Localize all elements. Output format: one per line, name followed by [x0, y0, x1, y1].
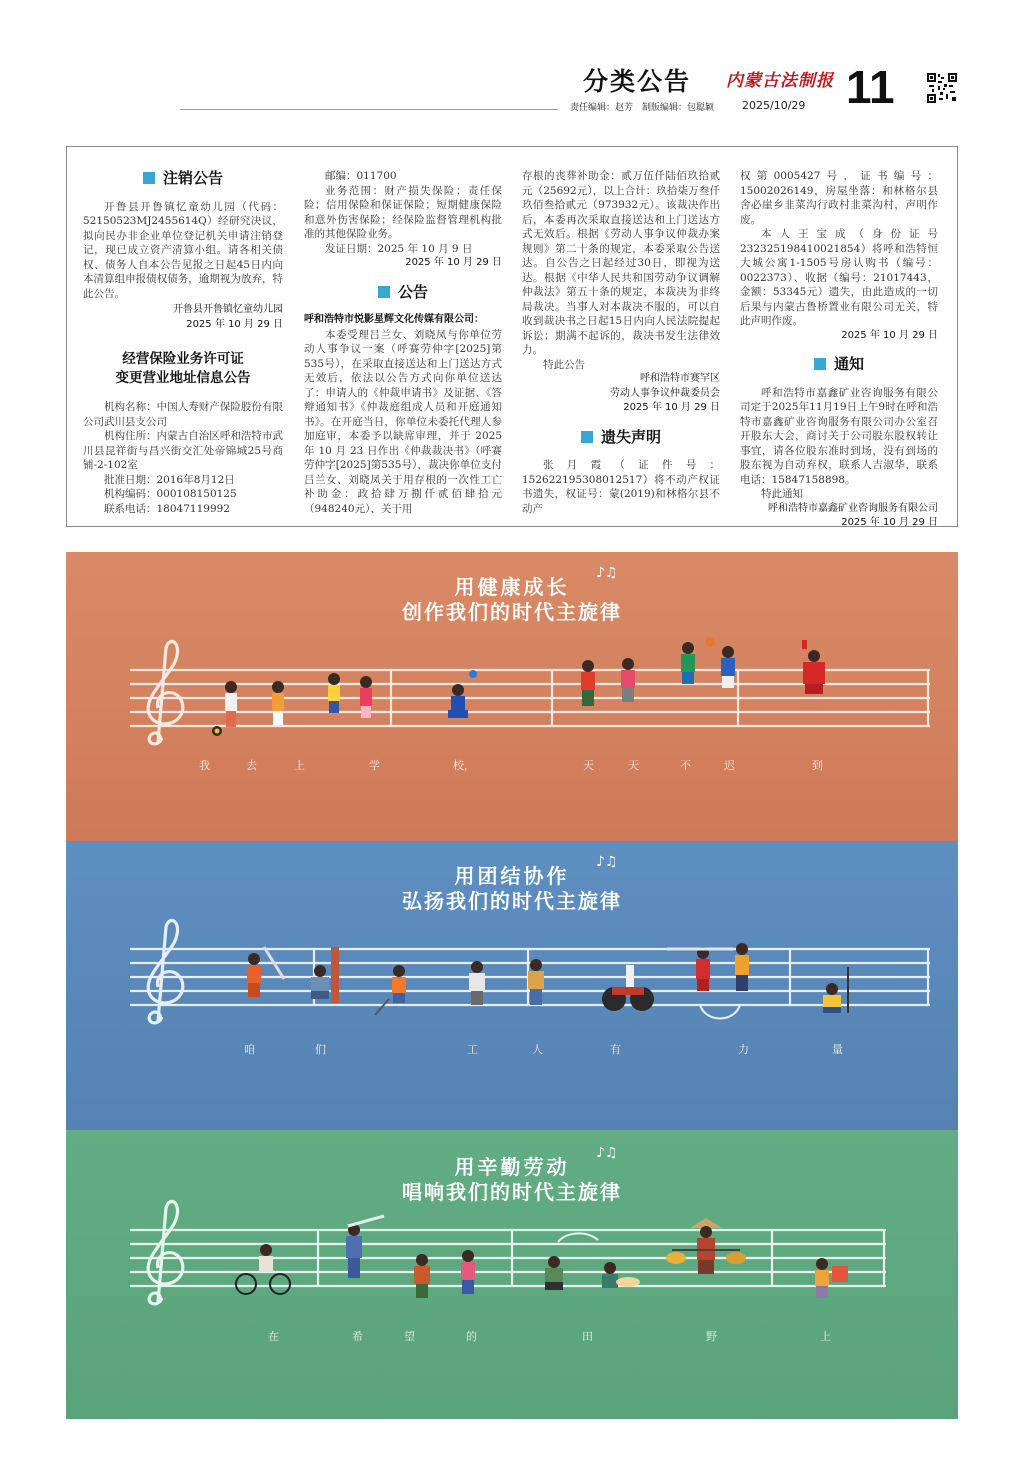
issue-date: 发证日期：2025 年 10 月 9 日 — [325, 242, 473, 255]
lyric-char: 望 — [404, 1330, 415, 1343]
business-scope: 业务范围：财产损失保险；责任保险；信用保险和保证保险；短期健康保险和意外伤害保险；经保险监督管理机构批准的其他保险业务。 — [304, 184, 502, 240]
signature-org: 劳动人事争议仲裁委员会 — [610, 387, 720, 399]
postcode: 邮编：011700 — [325, 170, 397, 182]
signature-date: 2025 年 10 月 29 日 — [841, 329, 938, 341]
square-marker-icon — [143, 172, 155, 184]
column-2 — [304, 169, 502, 516]
banner-title: 用团结协作 — [454, 864, 570, 888]
closing: 特此公告 — [543, 358, 585, 371]
lyric-char: 迟 — [724, 759, 735, 772]
square-marker-icon — [378, 286, 390, 298]
section-heading — [304, 282, 502, 301]
editors-line: 责任编辑：赵芳 制版编辑：包聪颖 — [570, 103, 715, 113]
info-item: 批准日期：2016年8月12日 — [104, 473, 235, 486]
signature-date: 2025 年 10 月 29 日 — [405, 257, 502, 268]
lyric-char: 我 — [199, 759, 210, 772]
lyric-char: 校， — [453, 759, 475, 772]
banner-health — [66, 552, 958, 841]
lyric-char: 人 — [532, 1043, 543, 1056]
treble-clef-icon — [148, 1201, 183, 1303]
square-marker-icon — [581, 431, 593, 443]
heading-text: 注销公告 — [162, 169, 223, 187]
lyric-char: 田 — [582, 1330, 593, 1343]
signature-date: 2025 年 10 月 29 日 — [186, 318, 283, 330]
lyric-char: 野 — [706, 1330, 717, 1343]
signature-date: 2025 年 10 月 29 日 — [623, 402, 720, 413]
banner-title: 用健康成长 — [454, 575, 570, 599]
page-number: 11 — [846, 61, 895, 113]
info-item: 机构编码：000108150125 — [104, 488, 237, 500]
closing: 特此通知 — [761, 488, 803, 500]
music-staff — [66, 1130, 958, 1419]
lyric-char: 力 — [738, 1043, 749, 1056]
lyric-char: 天 — [628, 759, 639, 772]
lyric-char: 咱 — [244, 1043, 255, 1056]
lyric-char: 有 — [610, 1043, 621, 1056]
article-title: 经营保险业务许可证 变更营业地址信息公告 — [115, 351, 251, 386]
signature-org: 呼和浩特市嘉鑫矿业咨询服务有限公司 — [768, 502, 938, 514]
music-staff — [66, 841, 958, 1130]
music-staff — [66, 552, 958, 841]
notice-body: 开鲁县开鲁镇忆童幼儿园（代码：52150523MJ2455614Q）经研究决议，拟向民办非企业单位登记机关申请注销登记，现已成立资产清算小组。请各相关债权、债务人自本公告见报之日起45日内向本清算组申报债权债务，逾期视为放弃，特此公告。 — [83, 200, 283, 300]
info-item: 联系电话：18047119992 — [104, 502, 230, 515]
lyric-char: 上 — [294, 759, 305, 772]
heading-text: 公告 — [397, 282, 428, 301]
banner-subtitle: 唱响我们的时代主旋律 — [402, 1180, 622, 1204]
lyric-char: 量 — [832, 1043, 843, 1056]
info-item: 机构住所：内蒙古自治区呼和浩特市武川县昆祥街与昌兴街交汇处帝锦城25号商铺-2-102室 — [83, 430, 283, 471]
info-item: 机构名称：中国人寿财产保险股份有限公司武川县支公司 — [83, 401, 283, 428]
header-rule — [180, 109, 558, 110]
lyric-char: 到 — [812, 759, 823, 772]
section-heading — [740, 357, 938, 372]
issue-date: 2025/10/29 — [742, 99, 806, 112]
lyric-char: 天 — [583, 759, 594, 772]
qr-code-icon — [926, 72, 958, 104]
treble-clef-icon — [148, 920, 183, 1022]
section-heading — [83, 171, 283, 186]
signature-date: 2025 年 10 月 29 日 — [841, 517, 938, 528]
music-note-icon: ♪♫ — [596, 1145, 618, 1161]
music-note-icon: ♪♫ — [596, 854, 618, 870]
square-marker-icon — [814, 358, 826, 370]
music-note-icon: ♪♫ — [596, 565, 618, 581]
lyric-char: 学 — [369, 759, 380, 772]
signature-org: 呼和浩特市赛罕区 — [640, 373, 720, 384]
column-3 — [522, 169, 720, 516]
lyric-char: 工 — [467, 1043, 478, 1056]
lyric-char: 的 — [466, 1330, 477, 1343]
banner-subtitle: 弘扬我们的时代主旋律 — [402, 889, 622, 913]
banner-labor — [66, 1130, 958, 1419]
lost-statement: 张月霞（证件号：152622195308012517）将不动产权证书遗失，权证号：蒙(2019)和林格尔县不动产 — [522, 459, 720, 515]
newspaper-logo: 内蒙古法制报 — [726, 71, 834, 91]
notice-body: 呼和浩特市嘉鑫矿业咨询服务有限公司定于2025年11月19日上午9时在呼和浩特市嘉鑫矿业咨询服务有限公司办公室召开股东大会，商讨关于公司股东股权转让事宜，请各位股东准时到场，没有到场的股东视为自动弃权，联系人吉淑华，联系电话：15847158898。 — [740, 386, 938, 486]
notice-body: 本委受理吕兰女、刘晓凤与你单位劳动人事争议一案（呼赛劳仲字[2025]第535号），在采取直接送达和上门送达方式无效后，依法以公告方式向你单位送达了：申请人的《仲裁申请书》及证据、《答辩通知书》《仲裁庭组成人员和开庭通知书》。在开庭当日，你单位未委托代理人参加庭审，本委予以缺席审理，并于 2025 年 10 月 23 日作出《仲裁裁决书》（呼赛劳仲字[2025]第535号），裁决你单位支付吕兰女、刘晓凤关于用存根的一次性工亡补助金：政拾肆万捌仟贰佰肆拾元（948240元）、关于用 — [304, 328, 502, 515]
addressee: 呼和浩特市悦影星辉文化传媒有限公司： — [304, 314, 484, 325]
column-4 — [740, 169, 938, 531]
heading-text: 遗失声明 — [600, 427, 661, 446]
banner-unity — [66, 841, 958, 1130]
figures-students — [212, 637, 825, 736]
banner-title: 用辛勤劳动 — [454, 1155, 570, 1179]
banner-subtitle: 创作我们的时代主旋律 — [402, 600, 622, 624]
lyric-char: 在 — [268, 1330, 279, 1343]
heading-text: 通知 — [833, 355, 864, 373]
lyric-char: 去 — [246, 759, 257, 772]
lyric-char: 希 — [352, 1330, 363, 1343]
column-1 — [83, 169, 283, 516]
lost-statement: 本人王宝成（身份证号232325198410021854）将呼和浩特恒大城公寓1-1505号房认购书（编号：0022373）、收据（编号：21017443，金额：53345元）遗失，由此造成的一切后果与内蒙古鲁桥置业有限公司无关，特此声明作废。 — [740, 228, 938, 327]
treble-clef-icon — [148, 641, 183, 743]
section-heading — [522, 427, 720, 446]
notice-box — [66, 146, 958, 527]
signature-org: 开鲁县开鲁镇忆童幼儿园 — [173, 304, 283, 315]
lyric-char: 上 — [820, 1330, 831, 1343]
notice-body: 存根的丧葬补助金：贰万伍仟陆佰玖拾贰元（25692元），以上合计：玖拾柒万叁仟玖佰叁拾贰元（973932元）。该裁决作出后，本委再次采取直接送达和上门送达方式无效后。根据《劳动人事争议仲裁办案规则》第二十条的规定，本委采取公告送达。自公告之日起经过30日，即视为送达。根据《中华人民共和国劳动争议调解仲裁法》第五十条的规定，本裁决为非终局裁决。当事人对本裁决不服的，可以自收到裁决书之日起15日内向人民法院提起诉讼；期满不起诉的，裁决书发生法律效力。 — [522, 170, 720, 356]
lost-statement-cont: 权第0005427号，证书编号：15002026149，房屋坐落：和林格尔县舍必崖乡韭菜沟行政村韭菜沟村，声明作废。 — [740, 170, 938, 226]
lyric-char: 不 — [680, 759, 691, 772]
section-title: 分类公告 — [583, 67, 692, 96]
lyric-char: 们 — [315, 1043, 326, 1056]
